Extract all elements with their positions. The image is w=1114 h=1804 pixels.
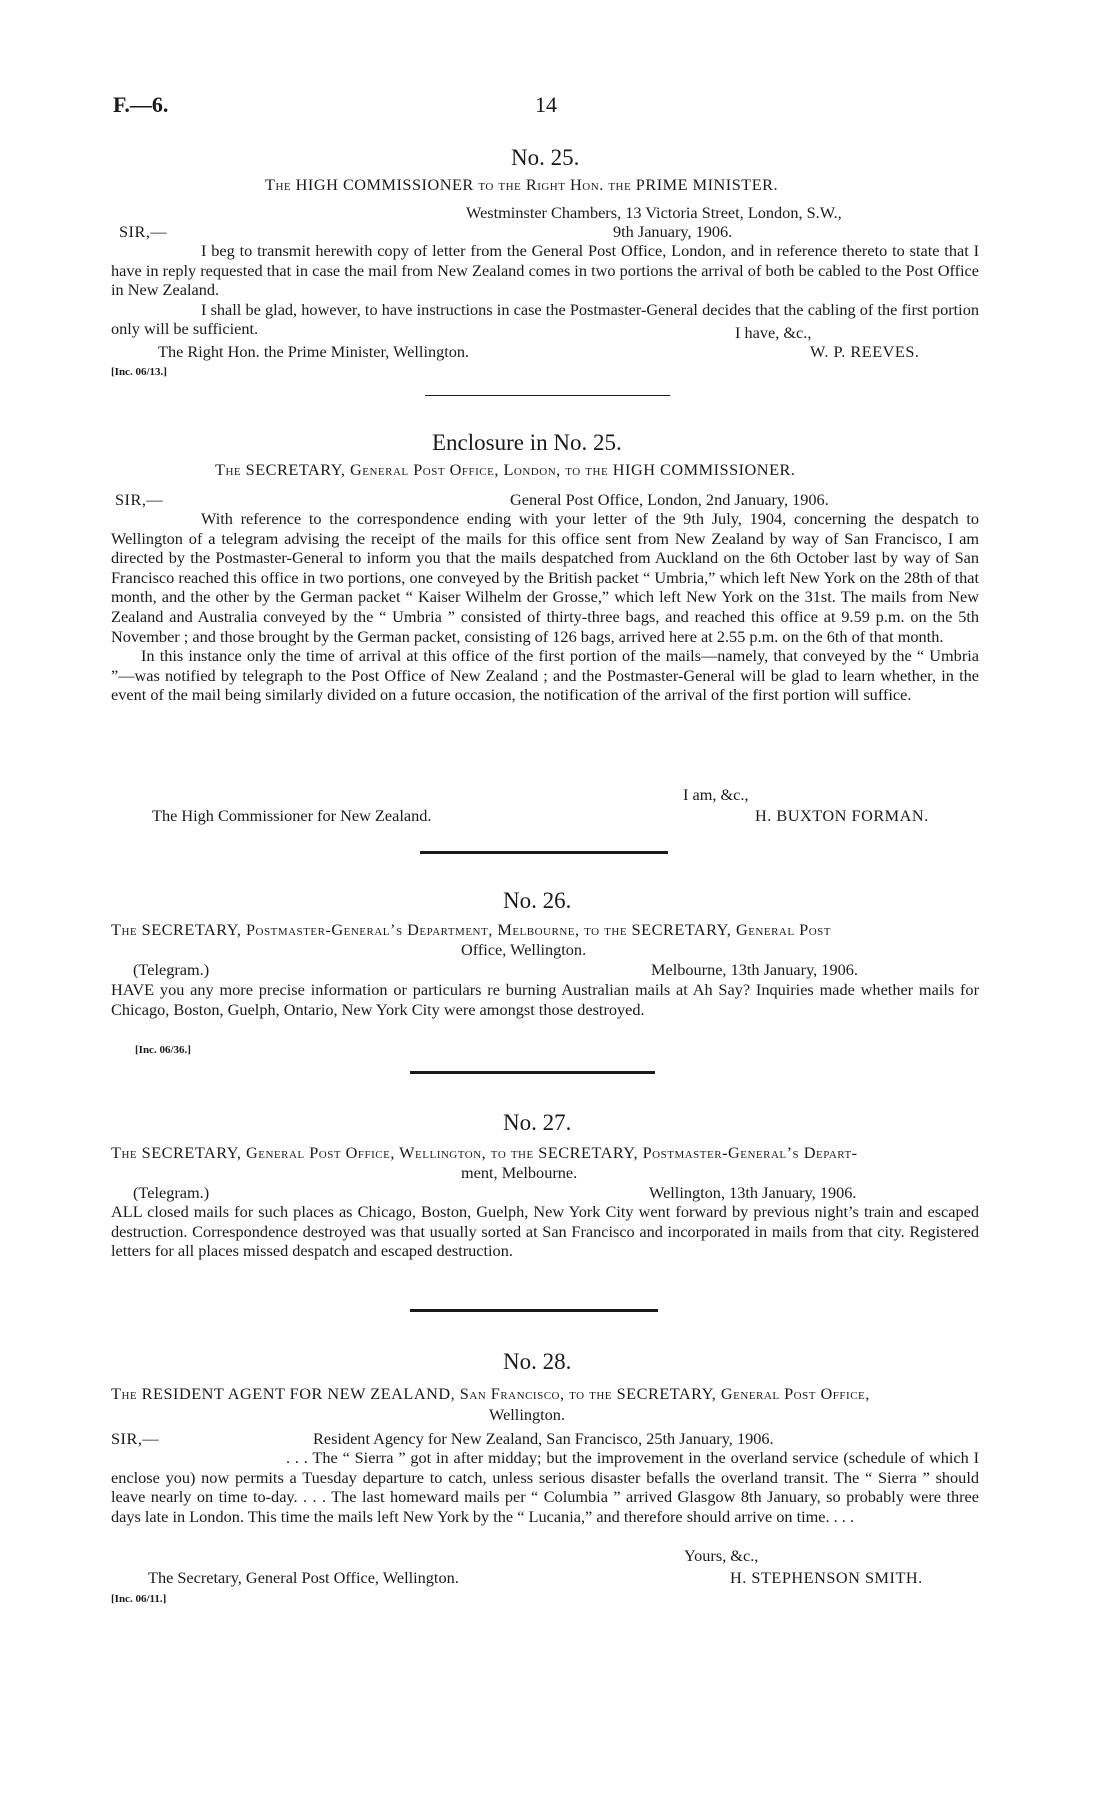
routing-line: The SECRETARY, General Post Office, Wellington, to the SECRETARY, Postmaster-General’s Depart-: [111, 1143, 858, 1162]
routing-line: The RESIDENT AGENT FOR NEW ZEALAND, San Francisco, to the SECRETARY, General Post Office,: [111, 1384, 870, 1403]
routing-line: The SECRETARY, General Post Office, London, to the HIGH COMMISSIONER.: [215, 460, 796, 479]
section-heading: Enclosure in No. 25.: [432, 430, 622, 455]
sender-address: Westminster Chambers, 13 Victoria Street, London, S.W.,: [466, 203, 842, 222]
divider: [410, 1309, 658, 1312]
divider: [410, 1071, 655, 1074]
page-number: 14: [535, 92, 557, 117]
addressee: The Right Hon. the Prime Minister, Wellington.: [158, 342, 470, 361]
telegram-body: ALL closed mails for such places as Chicago, Boston, Guelph, New York City went forward by previous night’s train and escaped destruction. Correspondence destroyed was that usually sorted at San Francisco and incorporated in mails from that city. Registered letters for all places missed despatch and escaped destruction.: [111, 1202, 979, 1261]
section-heading: No. 27.: [503, 1110, 572, 1135]
page-reference: F.—6.: [113, 92, 169, 117]
routing-line: The HIGH COMMISSIONER to the Right Hon. the PRIME MINISTER.: [265, 175, 779, 194]
letter-body: [111, 509, 979, 705]
closing: I have, &c.,: [735, 323, 812, 342]
section-heading: No. 25.: [511, 145, 580, 170]
closing: Yours, &c.,: [684, 1546, 759, 1565]
signature: H. BUXTON FORMAN.: [755, 806, 929, 825]
letter-date: General Post Office, London, 2nd January, 1906.: [510, 490, 829, 509]
inclosure-ref: [Inc. 06/11.]: [111, 1593, 167, 1605]
signature: W. P. REEVES.: [810, 342, 920, 361]
paragraph: I beg to transmit herewith copy of letter from the General Post Office, London, and in reference thereto to state that I have in reply requested that in case the mail from New Zealand comes in two portions the arrival of both be cabled to the Post Office in New Zealand.: [111, 241, 979, 300]
inclosure-ref: [Inc. 06/36.]: [135, 1044, 191, 1056]
routing-line-continued: Office, Wellington.: [461, 940, 587, 959]
paragraph: In this instance only the time of arrival at this office of the first portion of the mails—namely, that conveyed by the “ Umbria ”—was notified by telegraph to the Post Office of New Zealand ; and the Postmaster-General will be glad to learn whether, in the event of the mail being similarly divided on a future occasion, the notification of the arrival of the first portion will suffice.: [111, 646, 979, 705]
paragraph: I shall be glad, however, to have instructions in case the Postmaster-General decides that the cabling of the first portion only will be sufficient.: [111, 299, 979, 339]
section-heading: No. 28.: [503, 1349, 572, 1374]
inclosure-ref: [Inc. 06/13.]: [111, 366, 167, 378]
closing: I am, &c.,: [683, 785, 749, 804]
routing-line: The SECRETARY, Postmaster-General’s Department, Melbourne, to the SECRETARY, General Post: [111, 920, 831, 939]
divider: [425, 395, 670, 396]
section-heading: No. 26.: [503, 888, 572, 913]
salutation: SIR,—: [115, 490, 164, 509]
message-date: Wellington, 13th January, 1906.: [649, 1183, 857, 1202]
divider: [420, 851, 668, 854]
letter-date: 9th January, 1906.: [613, 222, 733, 241]
message-date: Melbourne, 13th January, 1906.: [651, 960, 858, 979]
addressee: The Secretary, General Post Office, Wellington.: [148, 1568, 459, 1587]
routing-line-continued: Wellington.: [489, 1405, 566, 1424]
letter-body: [111, 241, 979, 339]
letter-body: . . . The “ Sierra ” got in after midday; but the improvement in the overland service (schedule of which I enclose you) now permits a Tuesday departure to catch, unless serious disaster befalls the overland transit. The “ Sierra ” should leave nearly on time to-day. . . . The last homeward mails per “ Columbia ” arrived Glasgow 8th January, so probably were three days late in London. This time the mails left New York by the “ Lucania,” and therefore should arrive on time. . . .: [111, 1448, 979, 1526]
addressee: The High Commissioner for New Zealand.: [152, 806, 432, 825]
letter-date: Resident Agency for New Zealand, San Francisco, 25th January, 1906.: [313, 1429, 774, 1448]
routing-line-continued: ment, Melbourne.: [461, 1163, 578, 1182]
paragraph: With reference to the correspondence ending with your letter of the 9th July, 1904, concerning the despatch to Wellington of a telegram advising the receipt of the mails for this office sent from New Zealand by way of San Francisco, I am directed by the Postmaster-General to inform you that the mails despatched from Auckland on the 6th October last by way of San Francisco reached this office in two portions, one conveyed by the British packet “ Umbria,” which left New York on the 28th of that month, and the other by the German packet “ Kaiser Wilhelm der Grosse,” which left New York on the 31st. The mails from New Zealand and Australia conveyed by the “ Umbria ” consisted of thirty-three bags, and reached this office at 9.59 p.m. on the 5th November ; and those brought by the German packet, consisting of 126 bags, arrived here at 2.55 p.m. on the 6th of that month.: [111, 509, 979, 646]
telegram-body: HAVE you any more precise information or particulars re burning Australian mails at Ah Say? Inquiries made whether mails for Chicago, Boston, Guelph, Ontario, New York City were amongst those destroyed.: [111, 980, 979, 1019]
message-type: (Telegram.): [133, 960, 210, 979]
salutation: SIR,—: [111, 1429, 160, 1448]
signature: H. STEPHENSON SMITH.: [730, 1568, 923, 1587]
message-type: (Telegram.): [133, 1183, 210, 1202]
salutation: SIR,—: [119, 222, 168, 241]
